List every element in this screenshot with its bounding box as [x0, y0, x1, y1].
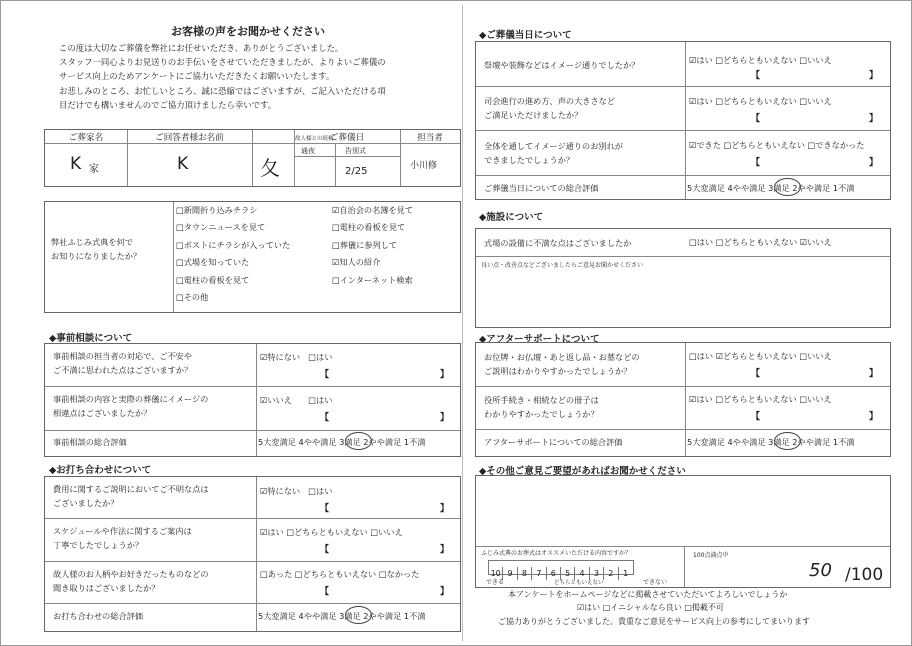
option-internet[interactable]: □インターネット検索 [332, 274, 413, 285]
consult-q1-options[interactable]: ☑特にない □はい [260, 352, 333, 362]
consult-heading: ◆事前相談について [49, 333, 133, 344]
survey-title: お客様の声をお聞かせください [171, 25, 325, 38]
page-divider [462, 5, 463, 641]
family-name-value: K [70, 154, 82, 174]
question-line: ご満足いただけましたか？ [484, 110, 583, 120]
bracket-open: 【 [320, 504, 330, 514]
question-line: 事前相談の担当者の対応で、ご不安や [53, 351, 193, 361]
question-line: ご説明はわかりやすかったでしょうか？ [484, 366, 632, 376]
day-q3-options[interactable]: ☑できた □どちらともいえない □できなかった [689, 140, 865, 150]
facility-note-label: 良い点・改善点などございましたらご意見お聞かせください [481, 262, 644, 269]
facility-table [475, 228, 891, 328]
question-line: 聞き取りはございましたか？ [53, 583, 160, 593]
scale-right-label: できない [643, 579, 668, 586]
after-rating-label: アフターサポートについての総合評価 [484, 437, 623, 447]
other-box[interactable] [475, 475, 891, 588]
scale-cell[interactable]: 6 [547, 567, 561, 580]
inquiry-q2-options[interactable]: ☑はい □どちらともいえない □いいえ [260, 527, 403, 537]
intro-line: 目だけでも構いませんのでご協力頂けましたら幸いです。 [59, 99, 277, 110]
inquiry-q2 [53, 524, 192, 552]
bracket-close: 】 [869, 369, 879, 379]
question-line: できましたでしょうか？ [484, 155, 575, 165]
intro-line: スタッフ一同心よりお見送りのお手伝いをさせていただきましたが、よりよいご葬儀の [59, 57, 386, 68]
intro-line: サービス向上のためアンケートにご協力いただきたくお願いいたします。 [59, 71, 335, 82]
option-post-flyer[interactable]: □ポストにチラシが入っていた [176, 239, 291, 250]
consult-rating-label: 事前相談の総合評価 [53, 437, 127, 447]
option-attended[interactable]: □葬儀に参列して [332, 239, 398, 250]
bracket-close: 】 [440, 545, 450, 555]
know-question [51, 235, 141, 263]
bracket-open: 【 [751, 369, 761, 379]
bracket-close: 】 [869, 114, 879, 124]
family-suffix: 家 [89, 164, 99, 175]
scale-cell[interactable]: 10 [489, 567, 503, 580]
bracket-open: 【 [320, 587, 330, 597]
score-label: 100点満点中 [693, 552, 729, 559]
option-referral[interactable]: ☑知人の紹介 [332, 257, 381, 268]
relation-label: 故人様との続柄 [295, 136, 334, 142]
after-heading: ◆アフターサポートについて [479, 334, 600, 345]
consent-question: 本アンケートをホームページなどに掲載させていただいてよろしいでしょうか [508, 590, 788, 599]
inquiry-rating-scale[interactable]: 5大変満足 4やや満足 3満足 2やや満足 1不満 [258, 611, 426, 621]
respondent-value: K [177, 154, 189, 174]
option-neighborhood-list[interactable]: ☑自治会の名簿を見て [332, 205, 414, 215]
date-value: 2/25 [345, 166, 368, 177]
option-pole-sign[interactable]: □電柱の看板を見て [176, 274, 250, 285]
question-line: 役所手続き・相続などの冊子は [484, 395, 599, 405]
scale-left-label: できる [486, 579, 505, 586]
scale-mid-label: どちらともいえない [554, 580, 604, 586]
question-line: 司会進行の進め方、声の大きさなど [484, 96, 616, 106]
facility-q1: 式場の設備に不満な点はございましたか [484, 238, 632, 248]
consult-q1 [53, 349, 192, 377]
family-name-label: ご葬家名 [68, 133, 104, 143]
inquiry-q1 [53, 482, 209, 510]
know-options-col2 [332, 205, 413, 292]
consult-q2-options[interactable]: ☑いいえ □はい [260, 395, 333, 405]
bracket-open: 【 [751, 71, 761, 81]
after-q2 [484, 393, 599, 421]
day-heading: ◆ご葬儀当日について [479, 30, 572, 41]
day-q2-options[interactable]: ☑はい □どちらともいえない □いいえ [689, 96, 832, 106]
know-question-line: お知りになりましたか？ [51, 251, 142, 261]
bracket-close: 】 [869, 71, 879, 81]
score-value: 50 [809, 560, 832, 581]
day-q3 [484, 139, 623, 167]
thanks-message: ご協力ありがとうございました。貴重なご意見をサービス向上の参考にしてまいります [498, 617, 810, 626]
scale-cell[interactable]: 5 [561, 567, 575, 580]
bracket-close: 】 [440, 587, 450, 597]
relation-value: 夂 [260, 156, 280, 180]
rating-circle [345, 606, 372, 624]
other-heading: ◆その他ご意見ご要望があればお聞かせください [479, 466, 686, 477]
consult-q2 [53, 392, 208, 420]
inquiry-heading: ◆お打ち合わせについて [49, 465, 152, 476]
recommend-question: ふじみ式典のお葬式はオススメいただける内容ですか？ [481, 550, 631, 557]
know-options-col1 [176, 205, 290, 309]
option-newspaper[interactable]: □新聞折り込みチラシ [176, 205, 258, 215]
question-line: 費用に関するご説明においてご不明な点は [53, 484, 209, 494]
consult-rating-scale[interactable]: 5大変満足 4やや満足 3満足 2やや満足 1不満 [258, 437, 426, 447]
question-line: ございましたか？ [53, 498, 119, 508]
bracket-open: 【 [320, 370, 330, 380]
after-q1 [484, 350, 640, 378]
bracket-open: 【 [751, 158, 761, 168]
scale-cell[interactable]: 3 [590, 567, 604, 580]
after-q2-options[interactable]: ☑はい □どちらともいえない □いいえ [689, 394, 832, 404]
intro-line: お悲しみのところ、お忙しいところ、誠に恐縮ではございますが、ご記入いただける項 [59, 85, 386, 96]
inquiry-q3 [53, 567, 209, 595]
question-line: 丁寧でしたでしょうか？ [53, 540, 144, 550]
bracket-open: 【 [751, 114, 761, 124]
funeral-date-label: ご葬儀日 [329, 133, 365, 143]
staff-value: 小川修 [410, 161, 438, 171]
bracket-open: 【 [751, 412, 761, 422]
option-pole-sign-2[interactable]: □電柱の看板を見て [332, 222, 406, 233]
scale-cell[interactable]: 2 [604, 567, 618, 580]
question-line: わかりやすかったでしょうか？ [484, 409, 599, 419]
rating-circle [774, 432, 801, 450]
inquiry-rating-label: お打ち合わせの総合評価 [53, 611, 144, 621]
bracket-close: 】 [440, 504, 450, 514]
bracket-close: 】 [869, 158, 879, 168]
intro-line: この度は大切なご葬儀を弊社にお任せいただき、ありがとうございました。 [59, 43, 344, 53]
consent-options[interactable]: ☑はい □イニシャルなら良い □掲載不可 [577, 603, 724, 612]
after-rating-scale[interactable]: 5大変満足 4やや満足 3満足 2やや満足 1不満 [687, 437, 855, 447]
score-total: /100 [845, 565, 884, 585]
know-section [44, 201, 461, 313]
day-table [475, 41, 891, 200]
inquiry-q1-options[interactable]: ☑特にない □はい [260, 486, 333, 496]
inquiry-table [44, 476, 461, 632]
question-line: 全体を通してイメージ通りのお別れが [484, 141, 623, 151]
recommend-scale [488, 560, 634, 578]
rating-circle [345, 432, 372, 450]
bracket-close: 】 [440, 413, 450, 423]
question-line: 故人様のお人柄やお好きだったものなどの [53, 569, 209, 579]
respondent-label: ご回答者様お名前 [155, 133, 224, 143]
bracket-open: 【 [320, 545, 330, 555]
staff-label: 担当者 [417, 133, 443, 143]
scale-cell[interactable]: 7 [532, 567, 546, 580]
kokubetsu-label: 告別式 [345, 147, 366, 155]
after-table [475, 342, 891, 457]
option-knew-venue[interactable]: □式場を知っていた [176, 257, 250, 268]
facility-heading: ◆施設について [479, 212, 544, 223]
day-q1-options[interactable]: ☑はい □どちらともいえない □いいえ [689, 55, 832, 65]
day-rating-label: ご葬儀当日についての総合評価 [484, 183, 599, 193]
question-line: スケジュールや作法に関するご案内は [53, 526, 192, 536]
day-q2 [484, 94, 615, 122]
consult-table [44, 343, 461, 457]
question-line: ご不満に思われた点はございますか？ [53, 365, 193, 375]
question-line: 相違点はございましたか？ [53, 408, 152, 418]
tsuya-label: 通夜 [301, 147, 315, 155]
question-line: お位牌・お仏壇・あと返し品・お墓などの [484, 352, 640, 362]
after-q1-options[interactable]: □はい ☑どちらともいえない □いいえ [689, 351, 832, 361]
day-rating-scale[interactable]: 5大変満足 4やや満足 3満足 2やや満足 1不満 [687, 183, 855, 193]
question-line: 事前相談の内容と実際の葬儀にイメージの [53, 394, 209, 404]
rating-circle [774, 178, 801, 196]
inquiry-q3-options[interactable]: □あった □どちらともいえない □なかった [260, 569, 420, 579]
intro-text [59, 41, 386, 112]
bracket-close: 】 [869, 412, 879, 422]
option-town-news[interactable]: □タウンニュースを見て [176, 222, 266, 233]
facility-q1-options[interactable]: □はい □どちらともいえない ☑いいえ [689, 237, 832, 247]
bracket-close: 】 [440, 370, 450, 380]
bracket-open: 【 [320, 413, 330, 423]
option-other[interactable]: □その他 [176, 291, 209, 302]
scale-cell[interactable]: 8 [518, 567, 532, 580]
know-question-line: 弊社ふじみ式典を何で [51, 237, 133, 247]
scale-cell[interactable]: 9 [503, 567, 517, 580]
scale-cell[interactable]: 1 [623, 569, 629, 578]
info-table [44, 129, 461, 187]
day-q1: 祭壇や装飾などはイメージ通りでしたか？ [484, 60, 640, 70]
scale-cell[interactable]: 4 [575, 567, 589, 580]
